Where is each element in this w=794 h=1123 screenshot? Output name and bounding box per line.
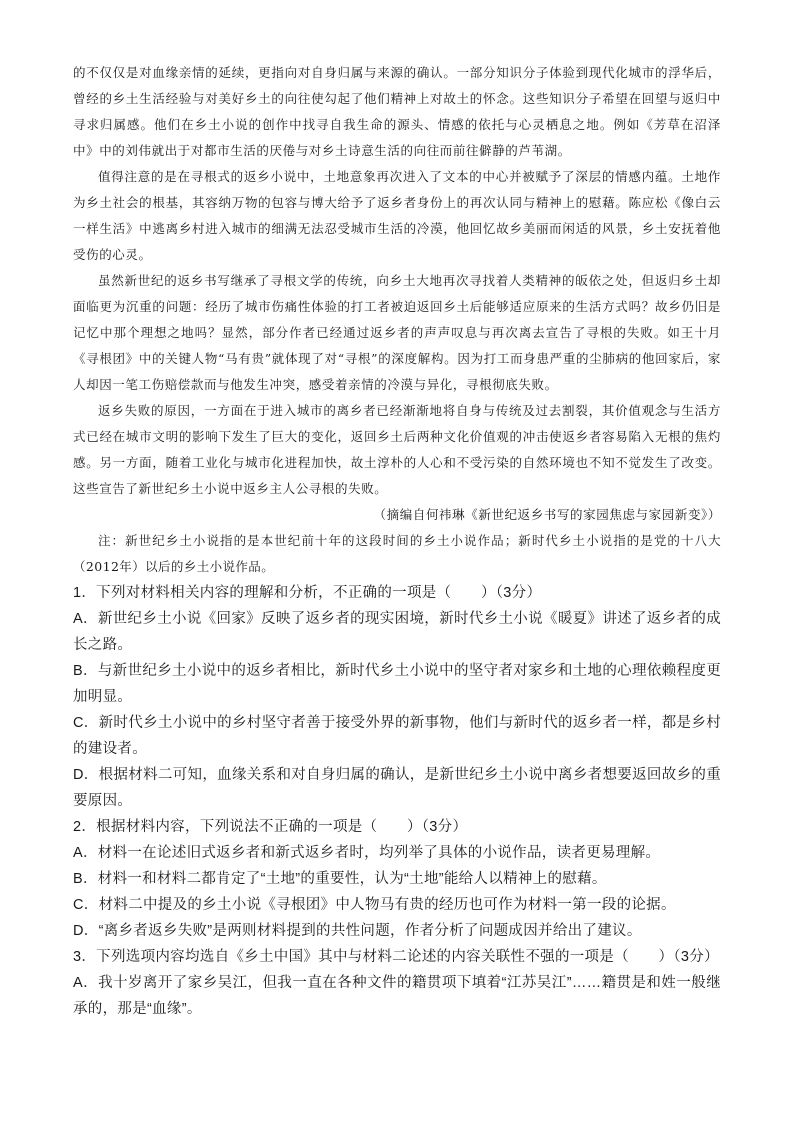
passage-note: 注：新世纪乡土小说指的是本世纪前十年的这段时间的乡土小说作品；新时代乡土小说指的是党的十八大（2012年）以后的乡土小说作品。 bbox=[73, 533, 721, 574]
passage-paragraph-4: 返乡失败的原因，一方面在于进入城市的离乡者已经渐渐地将自身与传统及过去割裂，其价值观念与生活方式已经在城市文明的影响下发生了巨大的变化，返回乡土后两种文化价值观的冲击使返乡者容易陷入无根的焦灼感。另一方面，随着工业化与城市化进程加快，故土淳朴的人心和不受污染的自然环境也不知不觉发生了改变。这些宣告了新世纪乡土小说中返乡主人公寻根的失败。 bbox=[73, 403, 721, 496]
option-b: B．材料一和材料二都肯定了“土地”的重要性，认为“土地”能给人以精神上的慰藉。 bbox=[73, 871, 607, 887]
option-a: A．新世纪乡土小说《回家》反映了返乡者的现实困境，新时代乡土小说《暖夏》讲述了返乡者的成长之路。 bbox=[73, 611, 721, 653]
question-stem: 2．根据材料内容，下列说法不正确的一项是（ ）（3分） bbox=[73, 819, 468, 835]
question-stem: 1．下列对材料相关内容的理解和分析，不正确的一项是（ ）（3分） bbox=[73, 585, 542, 601]
passage-paragraph-3: 虽然新世纪的返乡书写继承了寻根文学的传统，向乡土大地再次寻找着人类精神的皈依之处，但返归乡土却面临更为沉重的问题：经历了城市伤痛性体验的打工者被迫返回乡土后能够适应原来的生活方式吗？故乡仍旧是记忆中那个理想之地吗？显然，部分作者已经通过返乡者的声声叹息与再次离去宣告了寻根的失败。如王十月《寻根团》中的关键人物“马有贵”就体现了对“寻根”的深度解构。因为打工而身患严重的尘肺病的他回家后，家人却因一笔工伤赔偿款而与他发生冲突，感受着亲情的冷漠与异化，寻根彻底失败。 bbox=[73, 273, 721, 392]
passage-paragraph-1: 的不仅仅是对血缘亲情的延续，更指向对自身归属与来源的确认。一部分知识分子体验到现代化城市的浮华后，曾经的乡土生活经验与对美好乡土的向往使勾起了他们精神上对故土的怀念。这些知识分子希望在回望与返归中寻求归属感。他们在乡土小说的创作中找寻自我生命的源头、情感的依托与心灵栖息之地。例如《芳草在沼泽中》中的刘伟就出于对都市生活的厌倦与对乡土诗意生活的向往而前往僻静的芦苇湖。 bbox=[73, 65, 721, 158]
option-d: D．“离乡者返乡失败”是两则材料提到的共性问题，作者分析了问题成因并给出了建议。 bbox=[73, 923, 642, 939]
option-a: A．我十岁离开了家乡吴江，但我一直在各种文件的籍贯项下填着“江苏吴江”……籍贯是和姓一般继承的，那是“血缘”。 bbox=[73, 975, 721, 1017]
question-stem: 3．下列选项内容均选自《乡土中国》其中与材料二论述的内容关联性不强的一项是（ ）（3分） bbox=[73, 949, 719, 965]
option-a: A．材料一在论述旧式返乡者和新式返乡者时，均列举了具体的小说作品，读者更易理解。 bbox=[73, 845, 661, 861]
passage-paragraph-2: 值得注意的是在寻根式的返乡小说中，土地意象再次进入了文本的中心并被赋予了深层的情感内蕴。土地作为乡土社会的根基，其容纳万物的包容与博大给予了返乡者身份上的再次认同与精神上的慰藉。陈应松《像白云一样生活》中逃离乡村进入城市的细满无法忍受城市生活的冷漠，他回忆故乡美丽而闲适的风景，乡土安抚着他受伤的心灵。 bbox=[73, 169, 721, 262]
question-2 bbox=[73, 814, 721, 944]
question-3 bbox=[73, 944, 721, 1022]
option-d: D．根据材料二可知，血缘关系和对自身归属的确认，是新世纪乡土小说中离乡者想要返回故乡的重要原因。 bbox=[73, 767, 721, 809]
option-c: C．新时代乡土小说中的乡村坚守者善于接受外界的新事物，他们与新时代的返乡者一样，都是乡村的建设者。 bbox=[73, 715, 721, 757]
document-page bbox=[73, 60, 721, 1022]
question-1 bbox=[73, 580, 721, 814]
option-b: B．与新世纪乡土小说中的返乡者相比，新时代乡土小说中的坚守者对家乡和土地的心理依赖程度更加明显。 bbox=[73, 663, 721, 705]
option-c: C．材料二中提及的乡土小说《寻根团》中人物马有贵的经历也可作为材料一第一段的论据。 bbox=[73, 897, 676, 913]
passage-source: （摘编自何祎琳《新世纪返乡书写的家园焦虑与家园新变》） bbox=[373, 507, 721, 522]
